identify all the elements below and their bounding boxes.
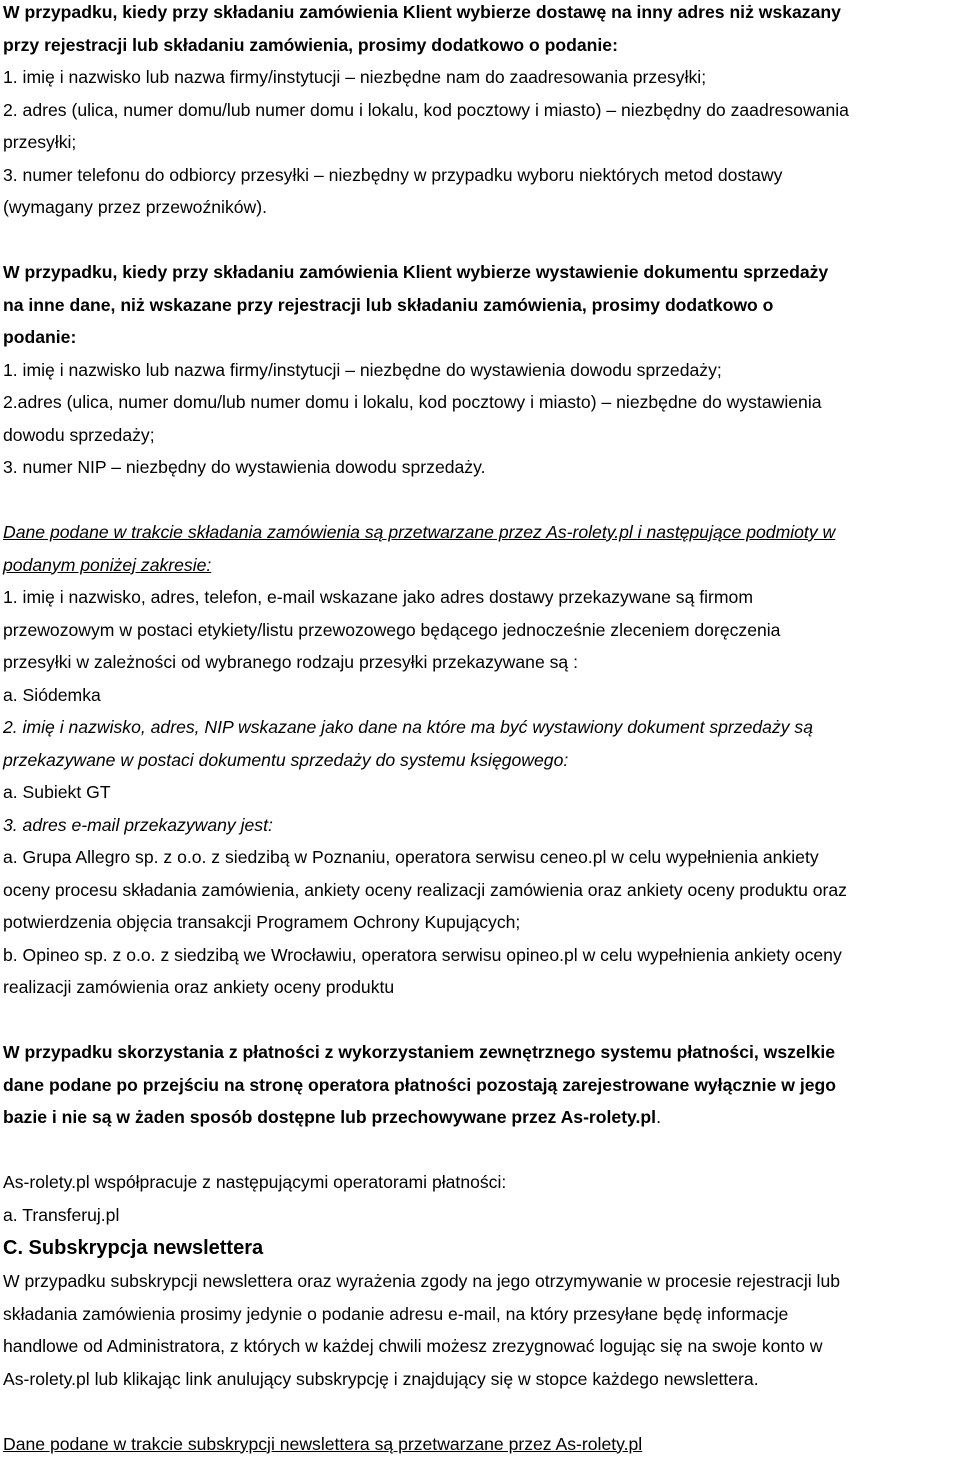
delivery-item-2: 2. adres (ulica, numer domu/lub numer domu i lokalu, kod pocztowy i miasto) – niezbędny do zaadresowania [3, 99, 849, 120]
delivery-intro-line-2: przy rejestracji lub składaniu zamówienia, prosimy dodatkowo o podanie: [3, 34, 618, 55]
spacer [3, 1134, 944, 1167]
processing-p3-a-line-2: oceny procesu składania zamówienia, ankiety oceny realizacji zamówienia oraz ankiety oceny produktu oraz [3, 879, 847, 900]
delivery-item-2-cont: przesyłki; [3, 132, 77, 152]
invoice-intro-line-2: na inne dane, niż wskazane przy rejestracji lub składaniu zamówienia, prosimy dodatkowo o [3, 294, 774, 315]
payment-bold-line-1: W przypadku skorzystania z płatności z wykorzystaniem zewnętrznego systemu płatności, wszelkie [3, 1042, 836, 1062]
invoice-item-2-cont: dowodu sprzedaży; [3, 424, 155, 445]
newsletter-body-line-3: handlowe od Administratora, z których w każdej chwili możesz zrezygnować logując się na swoje konto w [3, 1336, 823, 1356]
newsletter-body-line-2: składania zamówienia prosimy jedynie o podanie adresu e-mail, na który przesyłane będę informacje [3, 1303, 789, 1324]
processing-p2-line-2: przekazywane w postaci dokumentu sprzedaży do systemu księgowego: [3, 749, 569, 770]
invoice-section [3, 256, 944, 484]
processing-section [3, 516, 944, 1004]
processing-p2-line-1: 2. imię i nazwisko, adres, NIP wskazane jako dane na które ma być wystawiony dokument sprzedaży są [3, 717, 814, 737]
newsletter-section [3, 1231, 944, 1395]
invoice-item-2: 2.adres (ulica, numer domu/lub numer domu i lokalu, kod pocztowy i miasto) – niezbędne do wystawienia [3, 392, 822, 412]
processing-p1-line-1: 1. imię i nazwisko, adres, telefon, e-mail wskazane jako adres dostawy przekazywane są firmom [3, 587, 754, 607]
delivery-section [3, 0, 944, 224]
processing-p3: 3. adres e-mail przekazywany jest: [3, 814, 273, 835]
processing-heading-line-1: Dane podane w trakcie składania zamówienia są przetwarzane przez As-rolety.pl i następujące podmioty w [3, 522, 836, 542]
processing-p1-a: a. Siódemka [3, 684, 101, 705]
processing-p3-b-line-1: b. Opineo sp. z o.o. z siedzibą we Wrocławiu, operatora serwisu opineo.pl w celu wypełnienia ankiety oceny [3, 944, 842, 965]
delivery-item-3: 3. numer telefonu do odbiorcy przesyłki – niezbędny w przypadku wyboru niektórych metod dostawy [3, 164, 783, 185]
spacer [3, 1004, 944, 1037]
delivery-intro-line-1: W przypadku, kiedy przy składaniu zamówienia Klient wybierze dostawę na inny adres niż wskazany [3, 2, 841, 22]
spacer [3, 224, 944, 257]
processing-p2-a: a. Subiekt GT [3, 782, 111, 802]
newsletter-body-line-1: W przypadku subskrypcji newslettera oraz wyrażenia zgody na jego otrzymywanie w procesie rejestracji lub [3, 1271, 841, 1291]
delivery-item-1: 1. imię i nazwisko lub nazwa firmy/instytucji – niezbędne nam do zaadresowania przesyłki; [3, 67, 707, 87]
payment-bold-line-3-text: bazie i nie są w żaden sposób dostępne lub przechowywane przez As-rolety.pl [3, 1107, 657, 1127]
invoice-intro-line-1: W przypadku, kiedy przy składaniu zamówienia Klient wybierze wystawienie dokumentu sprzedaży [3, 262, 829, 282]
processing-heading-line-2: podanym poniżej zakresie: [3, 554, 212, 575]
payment-section [3, 1036, 944, 1134]
delivery-item-3-cont: (wymagany przez przewoźników). [3, 197, 267, 217]
spacer [3, 1395, 944, 1428]
newsletter-footer [3, 1428, 944, 1461]
payment-bold-line-3-tail: . [656, 1107, 661, 1127]
invoice-item-1: 1. imię i nazwisko lub nazwa firmy/instytucji – niezbędne do wystawienia dowodu sprzedaży; [3, 359, 722, 380]
processing-p1-line-3: przesyłki w zależności od wybranego rodzaju przesyłki przekazywane są : [3, 652, 578, 672]
payment-bold-line-3 [3, 1101, 944, 1134]
newsletter-heading: C. Subskrypcja newslettera [3, 1237, 264, 1259]
payment-operators-intro: As-rolety.pl współpracuje z następującymi operatorami płatności: [3, 1172, 507, 1192]
newsletter-footer-text: Dane podane w trakcie subskrypcji newslettera są przetwarzane przez As-rolety.pl [3, 1433, 643, 1454]
invoice-intro-line-3: podanie: [3, 327, 77, 347]
processing-p3-a-line-3: potwierdzenia objęcia transakcji Programem Ochrony Kupujących; [3, 912, 521, 932]
invoice-item-3: 3. numer NIP – niezbędny do wystawienia dowodu sprzedaży. [3, 457, 486, 477]
processing-p3-a-line-1: a. Grupa Allegro sp. z o.o. z siedzibą w Poznaniu, operatora serwisu ceneo.pl w celu wypełnienia ankiety [3, 847, 819, 867]
payment-operators [3, 1166, 944, 1231]
processing-p1-line-2: przewozowym w postaci etykiety/listu przewozowego będącego jednocześnie zleceniem doręczenia [3, 619, 781, 640]
processing-p3-b-line-2: realizacji zamówienia oraz ankiety oceny produktu [3, 977, 395, 997]
newsletter-body-line-4: As-rolety.pl lub klikając link anulujący subskrypcję i znajdujący się w stopce każdego newslettera. [3, 1368, 759, 1389]
payment-bold-line-2: dane podane po przejściu na stronę operatora płatności pozostają zarejestrowane wyłącznie w jego [3, 1074, 836, 1095]
payment-operator-a: a. Transferuj.pl [3, 1204, 120, 1225]
spacer [3, 484, 944, 517]
